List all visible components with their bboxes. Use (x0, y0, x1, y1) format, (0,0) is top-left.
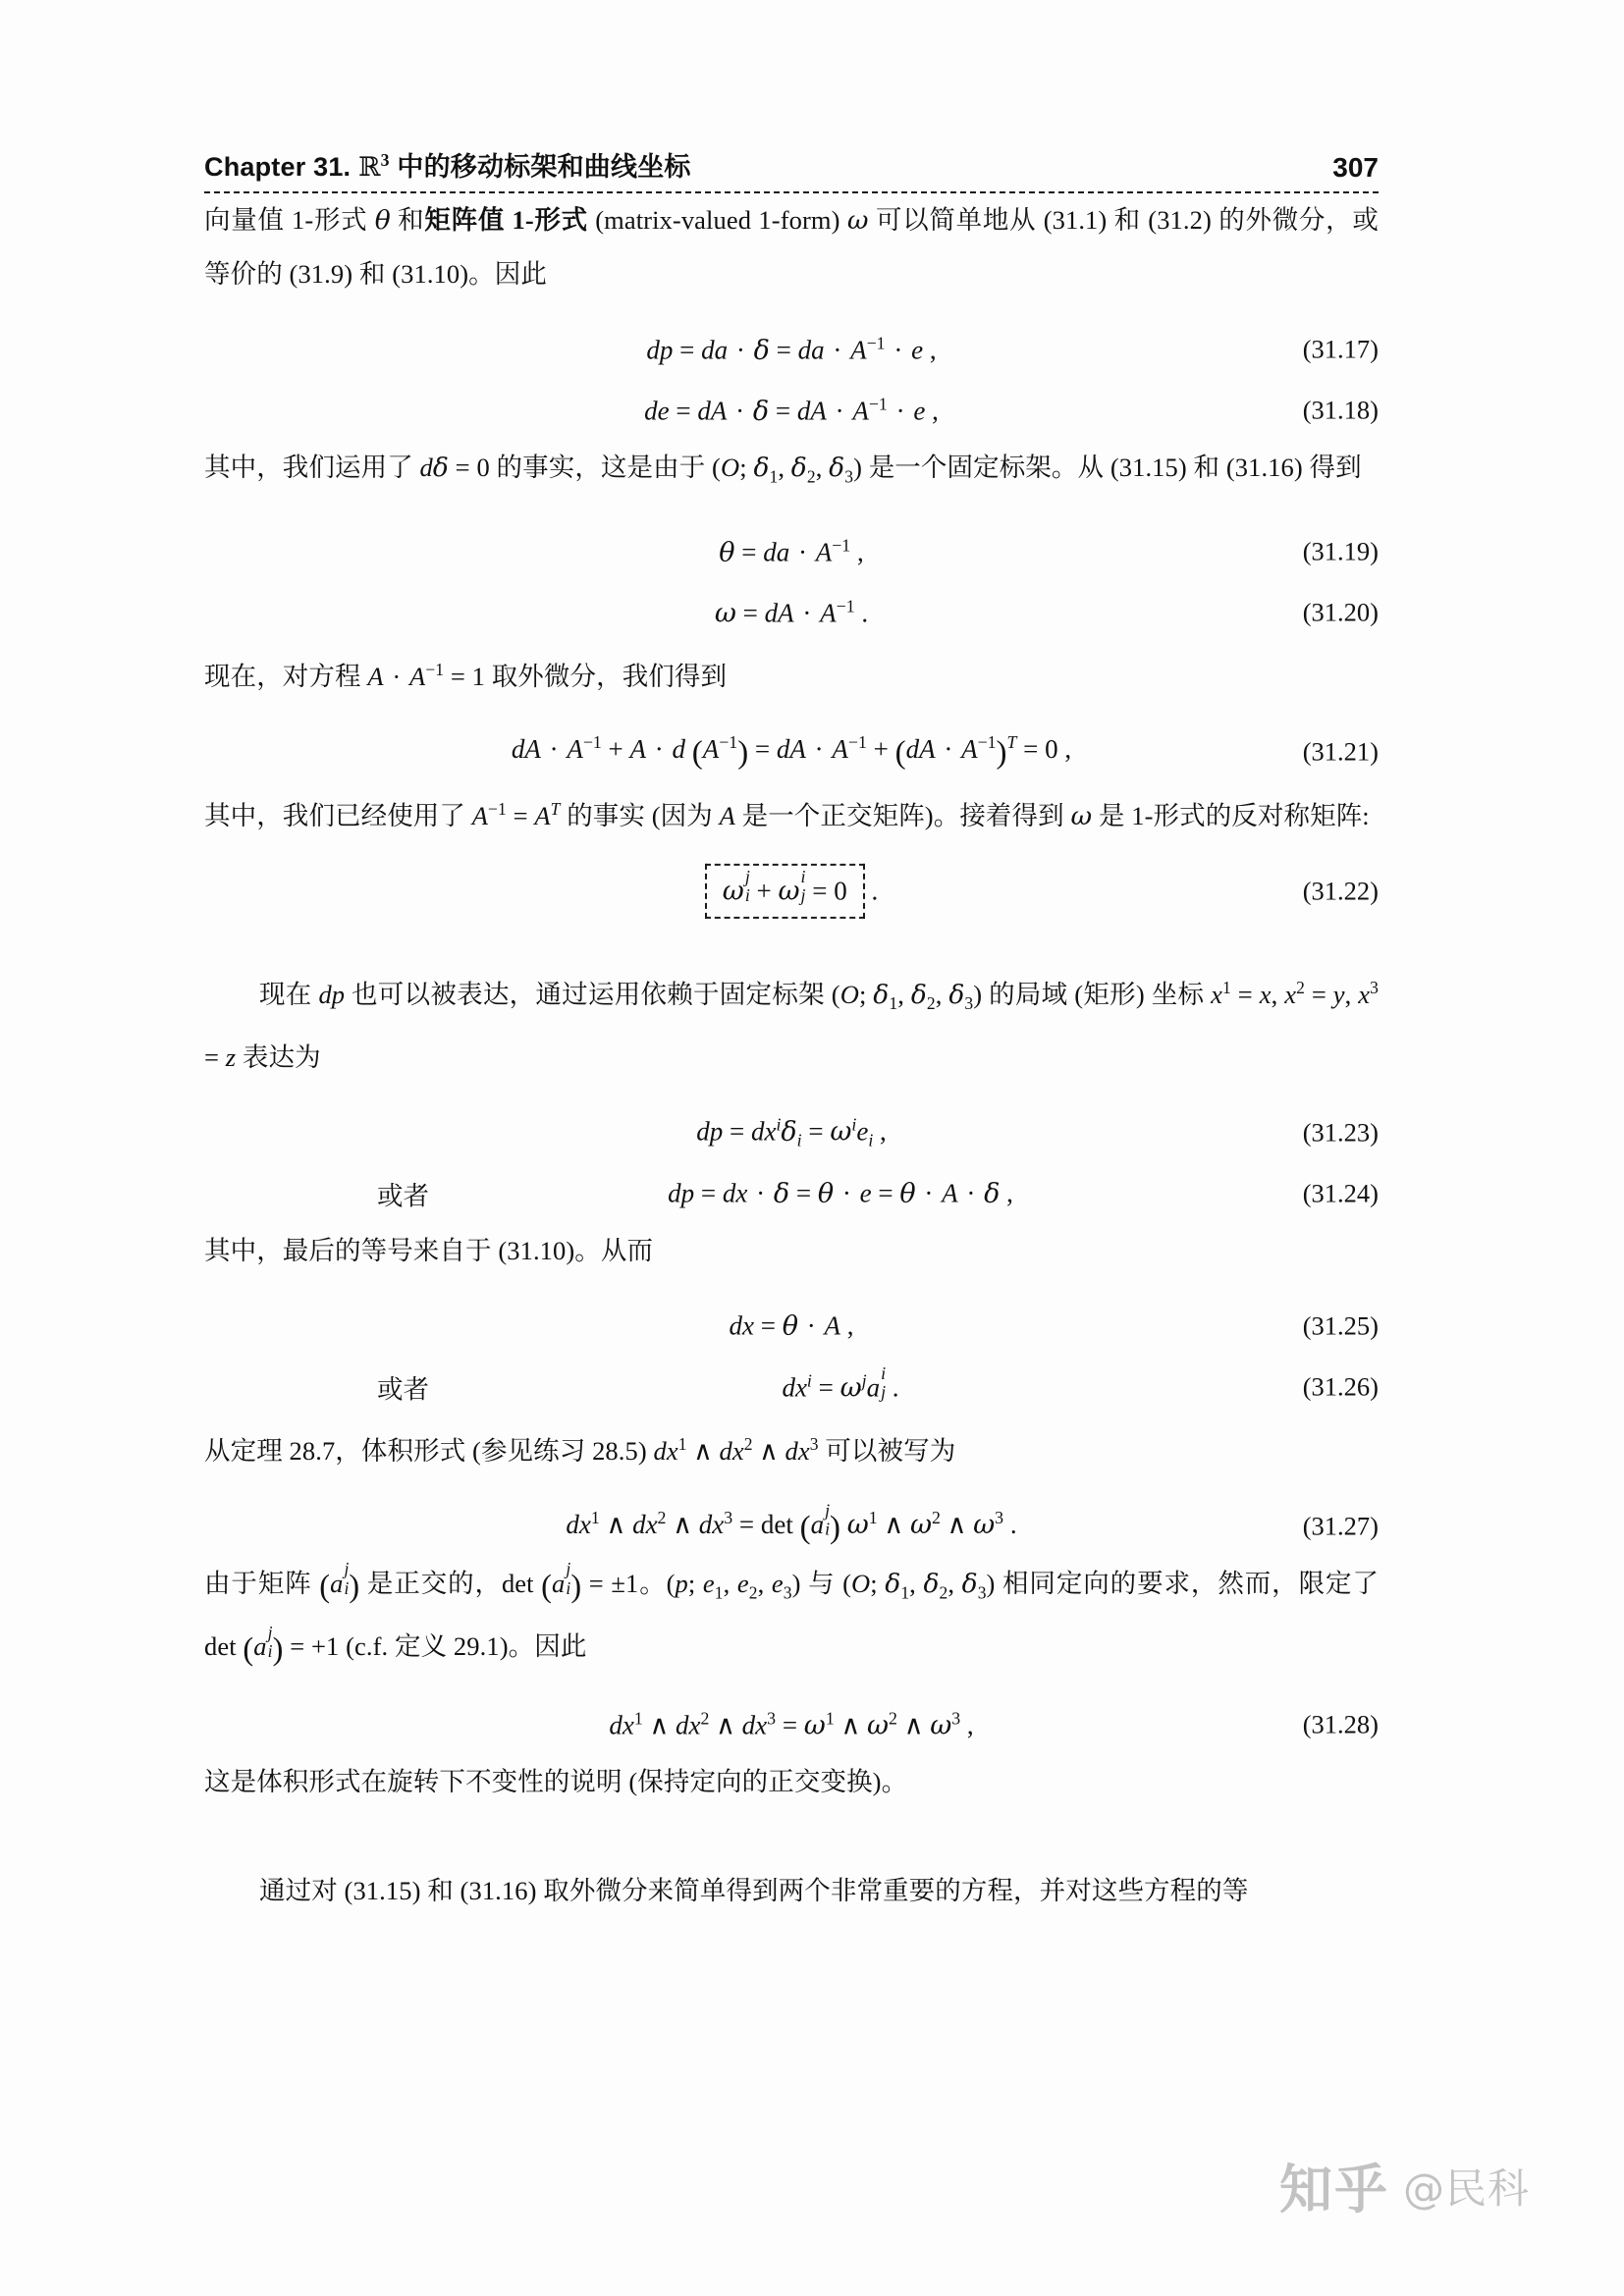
equation-31-26-body: $dx^i = \omega^ja$ i j . (782, 1362, 899, 1404)
equation-31-19-body: θ = da · $A^{-1}$ , (719, 535, 864, 568)
equation-group-23-24 (204, 1102, 1379, 1224)
equation-31-27-body: $dx^1$ ∧ $dx^2$ ∧ $dx^3 = \det (a$ j i ) $\omega^1$ ∧ $\omega^2$ ∧ $\omega^3$ . (566, 1500, 1017, 1546)
equation-group-27 (204, 1496, 1379, 1557)
equation-31-25 (204, 1296, 1379, 1357)
equation-31-24 (204, 1163, 1379, 1224)
paragraph-volume-form: 从定理 28.7，体积形式 (参见练习 28.5) $dx^1$ ∧ $dx^2$ ∧ $dx^3$ 可以被写为 (204, 1434, 956, 1466)
equation-tag: (31.28) (1302, 1709, 1379, 1739)
equation-31-19 (204, 521, 1379, 582)
paragraph-intro: 向量值 1-形式 θ 和矩阵值 1-形式 (matrix-valued 1-form) ω 可以简单地从 (31.1) 和 (31.2) 的外微分，或等价的 (31.9) 和 (31.10)。因此 (204, 205, 1379, 289)
page-number: 307 (1332, 152, 1379, 183)
equation-group-22 (204, 861, 1379, 922)
paragraph-determinant: 由于矩阵 (a j i ) 是正交的，det (a j i ) = ±1。(p; $e_1$, $e_2$, $e_3$) 与 (O; $\delta_1$, $\delta_2$, $\delta_3$) 相同定向的要求，然而，限定了 det (a j i ) = +1 (c.f. 定义 29.1)。因此 (204, 1559, 1380, 1667)
equation-group-17-18 (204, 319, 1379, 441)
equation-group-19-20 (204, 521, 1379, 643)
paragraph-orthogonal-matrix: 其中，我们已经使用了 $A^{-1} = A^T$ 的事实 (因为 A 是一个正交矩阵)。接着得到 ω 是 1-形式的反对称矩阵: (204, 799, 1370, 831)
dimension-exponent: 3 (380, 150, 390, 170)
paragraph-rotation-invariance: 这是体积形式在旋转下不变性的说明 (保持定向的正交变换)。 (204, 1766, 908, 1796)
equation-31-26 (204, 1357, 1379, 1417)
boxed-equation: ω j i + ω i j = 0 (705, 864, 865, 919)
equation-tag: (31.21) (1302, 736, 1379, 767)
running-head (204, 145, 1379, 193)
page-title (204, 145, 691, 184)
equation-31-20-body: ω = dA · $A^{-1}$ . (714, 596, 869, 629)
paragraph-last-equality: 其中，最后的等号来自于 (31.10)。从而 (204, 1236, 654, 1266)
equation-tag: (31.17) (1302, 334, 1379, 364)
equation-31-18-body: de = dA · δ = dA · $A^{-1} \cdot e$ , (644, 394, 939, 427)
page-content (204, 145, 1379, 1918)
equation-tag: (31.24) (1302, 1178, 1379, 1208)
equation-31-17-body: dp = da · δ = da · $A^{-1} \cdot e$ , (646, 333, 937, 366)
equation-group-25-26 (204, 1296, 1379, 1417)
paragraph-local-coords: 现在 dp 也可以被表达，通过运用依赖于固定标架 (O; $\delta_1$, $\delta_2$, $\delta_3$) 的局域 (矩形) 坐标 $x^1 = x$, $x^2 = y$, $x^3 = z$ 表达为 (204, 977, 1380, 1073)
equation-31-24-label: 或者 (377, 1181, 429, 1211)
equation-tag: (31.22) (1302, 876, 1379, 906)
equation-31-22-body: ω j i + ω i j = 0 . (204, 864, 1379, 919)
paragraph-exterior-derivative: 现在，对方程 $A \cdot A^{-1} = 1$ 取外微分，我们得到 (204, 660, 728, 692)
equation-31-17 (204, 319, 1379, 380)
equation-31-18 (204, 380, 1379, 441)
equation-31-28 (204, 1694, 1379, 1755)
equation-tag: (31.20) (1302, 597, 1379, 627)
equation-tag: (31.25) (1302, 1310, 1379, 1341)
equation-31-25-body: dx = θ · A , (729, 1310, 854, 1342)
equation-tag: (31.23) (1302, 1117, 1379, 1148)
equation-tag: (31.19) (1302, 536, 1379, 566)
equation-31-23-body: dp = $dx^i\delta_i = \omega^ie_i$ , (696, 1114, 887, 1150)
equation-31-20 (204, 582, 1379, 643)
equation-tag: (31.18) (1302, 395, 1379, 425)
watermark (1279, 2148, 1530, 2223)
equation-group-21 (204, 721, 1379, 782)
blackboard-r-symbol: ℝ (357, 152, 381, 183)
equation-31-23 (204, 1102, 1379, 1163)
chapter-label: Chapter 31. (204, 152, 352, 182)
equation-31-21-body: dA · $A^{-1} + A \cdot d$ $(A^{-1})$ = dA · $A^{-1} + (dA \cdot A^{-1})^T = 0$ , (511, 732, 1072, 771)
watermark-handle: @民科 (1402, 2163, 1530, 2213)
equation-tag: (31.27) (1302, 1511, 1379, 1541)
chapter-title-cn: 中的移动标架和曲线坐标 (397, 152, 691, 182)
paragraph-fixed-frame: 其中，我们运用了 dδ = 0 的事实，这是由于 (O; $\delta_1$, $\delta_2$, $\delta_3$) 是一个固定标架。从 (31.15) 和 (31.16) 得到 (204, 453, 1362, 487)
equation-31-27 (204, 1496, 1379, 1557)
equation-31-26-label: 或者 (377, 1374, 429, 1405)
equation-31-24-body: dp = dx · δ = θ · e = θ · A · δ , (668, 1178, 1013, 1209)
equation-31-28-body: $dx^1$ ∧ $dx^2$ ∧ $dx^3 = \omega^1$ ∧ $\omega^2$ ∧ $\omega^3$ , (609, 1708, 974, 1741)
equation-group-28 (204, 1694, 1379, 1755)
equation-31-22 (204, 861, 1379, 922)
equation-tag: (31.26) (1302, 1371, 1379, 1402)
zhihu-logo-icon: 知乎 (1278, 2159, 1389, 2220)
paragraph-closing: 通过对 (31.15) 和 (31.16) 取外微分来简单得到两个非常重要的方程，并对这些方程的等 (259, 1875, 1249, 1905)
equation-31-21 (204, 721, 1379, 782)
